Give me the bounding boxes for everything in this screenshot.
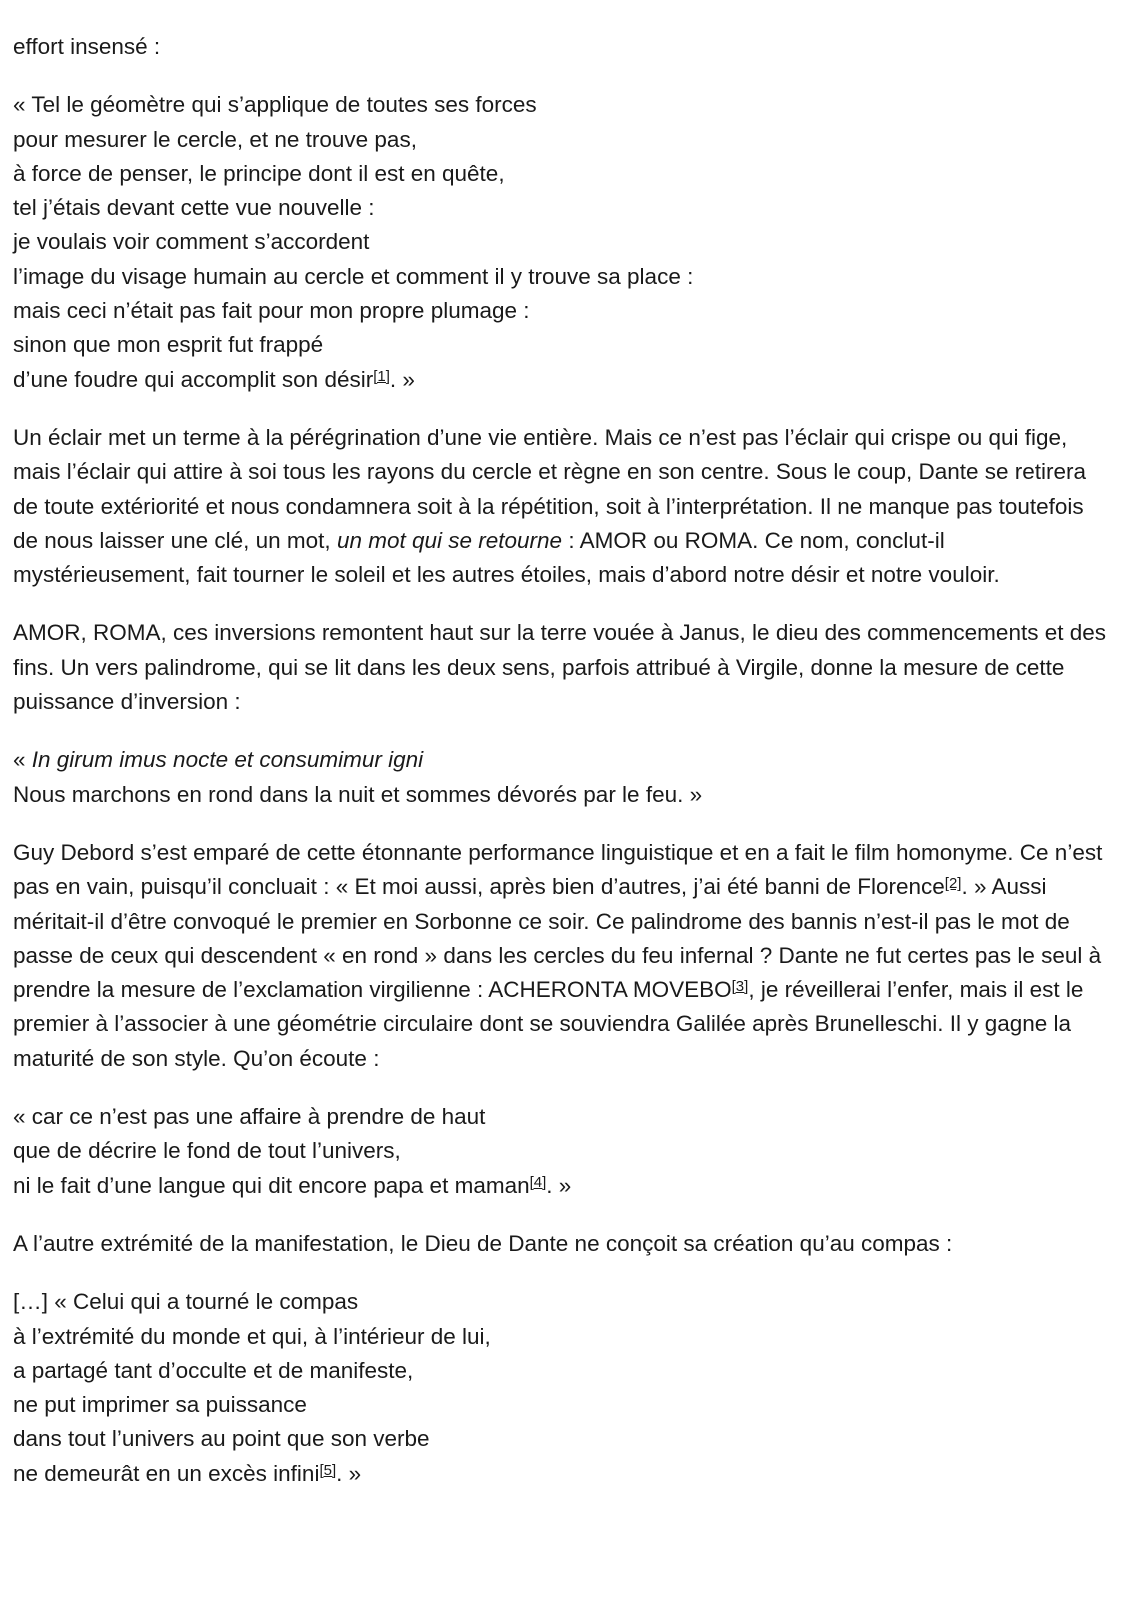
footnote-link-2[interactable]: [2] bbox=[944, 875, 962, 893]
quote-open: « bbox=[13, 747, 32, 773]
paragraph-text: Un éclair met un terme à la pérégrination d’une vie entière. Mais ce n’est pas l’éclair qui crispe ou qui fige, mais l’éclair qui attire à soi tous les rayons du cercle et règne en son centre. Sous le coup, Dante se retirera de toute extériorité et nous condamnera soit à la répétition, soit à l’interprétation. Il ne manque pas toutefois de nous laisser une clé, un mot, bbox=[13, 424, 1087, 553]
latin-palindrome-quote bbox=[13, 743, 1113, 812]
verse-quote-univers bbox=[13, 1100, 1113, 1203]
paragraph-compas: A l’autre extrémité de la manifestation, le Dieu de Dante ne conçoit sa création qu’au compas : bbox=[13, 1230, 953, 1256]
paragraph-text: . » Aussi méritait-il d’être convoqué le premier en Sorbonne ce soir. Ce palindrome des bannis n’est-il pas le mot de passe de ceux qui descendent « en rond » dans les cercles du feu infernal ? Dante ne fut certes pas le seul à prendre la mesure de l’exclamation virgilienne : ACHERONTA MOVEBO bbox=[13, 874, 1102, 1003]
verse-quote-geometre bbox=[13, 88, 1113, 397]
document-body bbox=[13, 30, 1113, 1515]
paragraph-text: : AMOR ou ROMA. Ce nom, conclut-il mystérieusement, fait tourner le soleil et les autres étoiles, mais d’abord notre désir et notre vouloir. bbox=[13, 527, 1000, 588]
verse-text: […] « Celui qui a tourné le compas à l’extrémité du monde et qui, à l’intérieur de lui, a partagé tant d’occulte et de manifeste, ne put imprimer sa puissance dans tout l’univers au point que son verbe ne demeurât en un excès infini bbox=[13, 1289, 491, 1486]
paragraph-text: , je réveillerai l’enfer, mais il est le premier à l’associer à une géométrie circulaire dont se souviendra Galilée après Brunelleschi. Il y gagne la maturité de son style. Qu’on écoute : bbox=[13, 977, 1084, 1071]
footnote-link-3[interactable]: [3] bbox=[731, 978, 749, 996]
verse-text: « car ce n’est pas une affaire à prendre de haut que de décrire le fond de tout l’univers, ni le fait d’une langue qui dit encore papa et maman bbox=[13, 1104, 530, 1198]
verse-closing: . » bbox=[389, 366, 415, 392]
verse-closing: . » bbox=[546, 1172, 572, 1198]
verse-quote-compas bbox=[13, 1285, 1113, 1491]
footnote-link-1[interactable]: [1] bbox=[373, 367, 390, 385]
paragraph-debord bbox=[13, 836, 1113, 1076]
verse-closing: . » bbox=[336, 1460, 362, 1486]
latin-verse: In girum imus nocte et consumimur igni bbox=[31, 747, 424, 773]
french-translation: Nous marchons en rond dans la nuit et sommes dévorés par le feu. » bbox=[13, 781, 703, 807]
paragraph-intro: effort insensé : bbox=[13, 34, 161, 59]
paragraph-amor-roma: AMOR, ROMA, ces inversions remontent haut sur la terre vouée à Janus, le dieu des commencements et des fins. Un vers palindrome, qui se lit dans les deux sens, parfois attribué à Virgile, donne la mesure de cette puissance d’inversion : bbox=[13, 620, 1106, 715]
paragraph-eclair bbox=[13, 421, 1113, 592]
italic-phrase: un mot qui se retourne bbox=[336, 527, 563, 553]
paragraph-text: Guy Debord s’est emparé de cette étonnante performance linguistique et en a fait le film homonyme. Ce n’est pas en vain, puisqu’il concluait : « Et moi aussi, après bien d’autres, j’ai été banni de Florence bbox=[13, 839, 1103, 900]
verse-text: « Tel le géomètre qui s’applique de toutes ses forces pour mesurer le cercle, et ne trouve pas, à force de penser, le principe dont il est en quête, tel j’étais devant cette vue nouvelle : je voulais voir comment s’accordent l’image du visage humain au cercle et comment il y trouve sa place : mais ceci n’était pas fait pour mon propre plumage : sinon que mon esprit fut frappé d’une foudre qui accomplit son désir bbox=[13, 92, 694, 392]
footnote-link-4[interactable]: [4] bbox=[529, 1173, 547, 1191]
footnote-link-5[interactable]: [5] bbox=[319, 1461, 337, 1479]
